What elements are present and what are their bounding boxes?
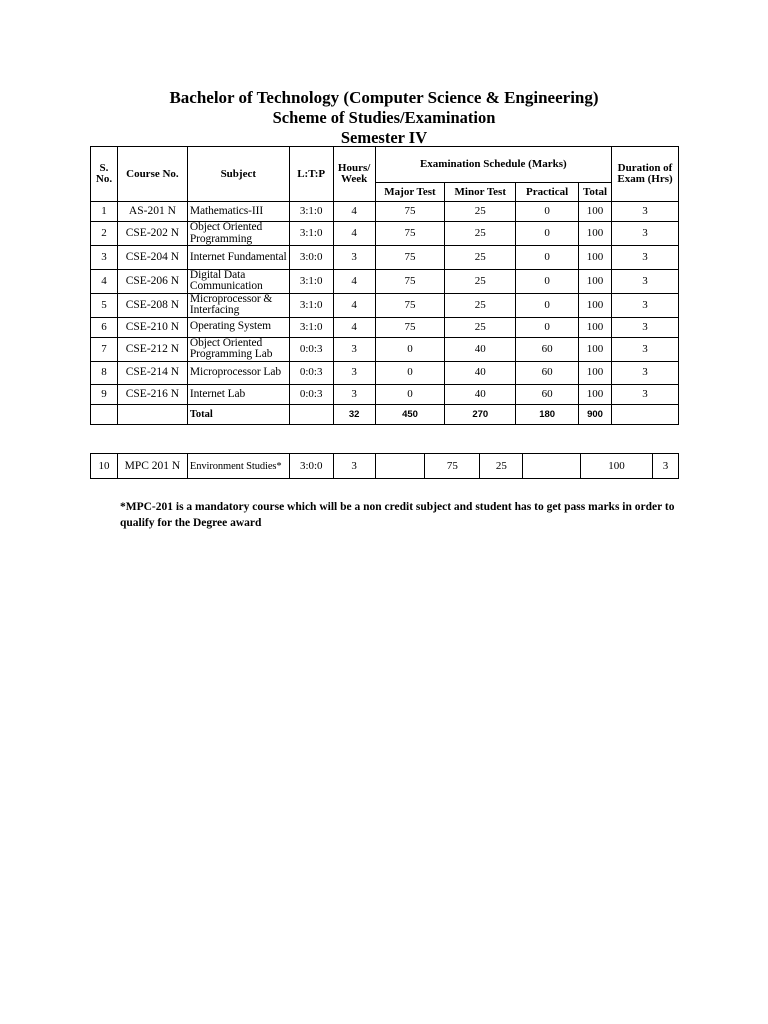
extra-cell-6: 3 bbox=[652, 454, 678, 479]
cell-hours: 4 bbox=[333, 222, 375, 246]
totals-minor: 270 bbox=[445, 405, 516, 425]
totals-major: 450 bbox=[375, 405, 445, 425]
cell-hours: 3 bbox=[333, 361, 375, 385]
cell-duration: 3 bbox=[612, 222, 679, 246]
totals-total: 900 bbox=[579, 405, 612, 425]
cell-practical: 60 bbox=[516, 361, 579, 385]
cell-ltp: 3:1:0 bbox=[289, 202, 333, 222]
cell-minor: 25 bbox=[445, 269, 516, 293]
cell-subject: Microprocessor Lab bbox=[187, 361, 289, 385]
cell-practical: 0 bbox=[516, 317, 579, 337]
cell-practical: 0 bbox=[516, 246, 579, 270]
table-row bbox=[91, 269, 679, 293]
cell-course: CSE-214 N bbox=[117, 361, 187, 385]
cell-subject: Internet Fundamental bbox=[187, 246, 289, 270]
cell-ltp: 0:0:3 bbox=[289, 361, 333, 385]
extra-course-row bbox=[91, 454, 679, 479]
title-scheme: Scheme of Studies/Examination bbox=[272, 108, 496, 127]
extra-sno: 10 bbox=[91, 454, 118, 479]
cell-hours: 4 bbox=[333, 293, 375, 317]
cell-minor: 40 bbox=[445, 361, 516, 385]
cell-duration: 3 bbox=[612, 385, 679, 405]
totals-empty-course bbox=[117, 405, 187, 425]
extra-cell-5: 100 bbox=[581, 454, 653, 479]
extra-course-no: MPC 201 N bbox=[117, 454, 187, 479]
cell-subject: Mathematics-III bbox=[187, 202, 289, 222]
cell-hours: 4 bbox=[333, 269, 375, 293]
cell-ltp: 0:0:3 bbox=[289, 337, 333, 361]
cell-ltp: 3:1:0 bbox=[289, 317, 333, 337]
cell-total: 100 bbox=[579, 317, 612, 337]
cell-minor: 25 bbox=[445, 222, 516, 246]
cell-practical: 0 bbox=[516, 222, 579, 246]
title-semester: Semester IV bbox=[340, 128, 428, 147]
cell-duration: 3 bbox=[612, 361, 679, 385]
cell-major: 75 bbox=[375, 293, 445, 317]
cell-practical: 0 bbox=[516, 202, 579, 222]
cell-duration: 3 bbox=[612, 337, 679, 361]
table-row bbox=[91, 337, 679, 361]
cell-minor: 25 bbox=[445, 317, 516, 337]
cell-total: 100 bbox=[579, 293, 612, 317]
cell-minor: 25 bbox=[445, 246, 516, 270]
cell-course: CSE-212 N bbox=[117, 337, 187, 361]
cell-sno: 4 bbox=[91, 269, 118, 293]
cell-major: 0 bbox=[375, 361, 445, 385]
title-degree: Bachelor of Technology (Computer Science & Engineering) bbox=[169, 88, 599, 107]
cell-course: CSE-206 N bbox=[117, 269, 187, 293]
cell-total: 100 bbox=[579, 337, 612, 361]
cell-minor: 40 bbox=[445, 337, 516, 361]
header-practical: Practical bbox=[516, 183, 579, 202]
cell-major: 75 bbox=[375, 222, 445, 246]
cell-course: CSE-204 N bbox=[117, 246, 187, 270]
cell-hours: 3 bbox=[333, 337, 375, 361]
cell-minor: 25 bbox=[445, 293, 516, 317]
header-exam-schedule: Examination Schedule (Marks) bbox=[375, 147, 611, 183]
extra-subject: Environment Studies* bbox=[187, 454, 289, 479]
cell-ltp: 3:1:0 bbox=[289, 293, 333, 317]
cell-sno: 9 bbox=[91, 385, 118, 405]
cell-hours: 4 bbox=[333, 317, 375, 337]
cell-ltp: 3:0:0 bbox=[289, 246, 333, 270]
cell-sno: 1 bbox=[91, 202, 118, 222]
totals-empty-duration bbox=[612, 405, 679, 425]
totals-empty-sno bbox=[91, 405, 118, 425]
header-minor: Minor Test bbox=[445, 183, 516, 202]
table-row bbox=[91, 317, 679, 337]
cell-duration: 3 bbox=[612, 269, 679, 293]
extra-cell-4 bbox=[523, 454, 581, 479]
totals-hours: 32 bbox=[333, 405, 375, 425]
cell-total: 100 bbox=[579, 269, 612, 293]
cell-minor: 25 bbox=[445, 202, 516, 222]
table-row bbox=[91, 202, 679, 222]
table-row bbox=[91, 361, 679, 385]
cell-minor: 40 bbox=[445, 385, 516, 405]
cell-sno: 5 bbox=[91, 293, 118, 317]
cell-subject: Digital Data Communication bbox=[187, 269, 289, 293]
header-ltp: L:T:P bbox=[289, 147, 333, 202]
cell-subject: Object Oriented Programming Lab bbox=[187, 337, 289, 361]
scheme-table bbox=[90, 146, 679, 425]
cell-subject: Internet Lab bbox=[187, 385, 289, 405]
cell-ltp: 3:1:0 bbox=[289, 269, 333, 293]
cell-sno: 6 bbox=[91, 317, 118, 337]
cell-course: CSE-210 N bbox=[117, 317, 187, 337]
cell-major: 0 bbox=[375, 337, 445, 361]
extra-cell-2: 75 bbox=[425, 454, 480, 479]
cell-practical: 0 bbox=[516, 293, 579, 317]
cell-course: CSE-202 N bbox=[117, 222, 187, 246]
cell-sno: 2 bbox=[91, 222, 118, 246]
cell-practical: 60 bbox=[516, 385, 579, 405]
totals-empty-ltp bbox=[289, 405, 333, 425]
cell-practical: 60 bbox=[516, 337, 579, 361]
cell-course: CSE-208 N bbox=[117, 293, 187, 317]
cell-hours: 3 bbox=[333, 246, 375, 270]
cell-duration: 3 bbox=[612, 293, 679, 317]
extra-course-table bbox=[90, 453, 679, 479]
cell-total: 100 bbox=[579, 385, 612, 405]
header-duration: Duration of Exam (Hrs) bbox=[612, 147, 679, 202]
cell-subject: Microprocessor & Interfacing bbox=[187, 293, 289, 317]
cell-duration: 3 bbox=[612, 246, 679, 270]
cell-sno: 7 bbox=[91, 337, 118, 361]
cell-duration: 3 bbox=[612, 317, 679, 337]
header-major: Major Test bbox=[375, 183, 445, 202]
cell-total: 100 bbox=[579, 222, 612, 246]
cell-course: CSE-216 N bbox=[117, 385, 187, 405]
cell-sno: 8 bbox=[91, 361, 118, 385]
header-sno: S. No. bbox=[91, 147, 118, 202]
cell-course: AS-201 N bbox=[117, 202, 187, 222]
table-row bbox=[91, 246, 679, 270]
totals-label: Total bbox=[187, 405, 289, 425]
table-row bbox=[91, 222, 679, 246]
cell-subject: Operating System bbox=[187, 317, 289, 337]
header-total: Total bbox=[579, 183, 612, 202]
document-title bbox=[0, 88, 768, 148]
cell-hours: 4 bbox=[333, 202, 375, 222]
cell-major: 75 bbox=[375, 269, 445, 293]
cell-major: 75 bbox=[375, 202, 445, 222]
table-row bbox=[91, 385, 679, 405]
cell-subject: Object Oriented Programming bbox=[187, 222, 289, 246]
cell-major: 75 bbox=[375, 317, 445, 337]
cell-duration: 3 bbox=[612, 202, 679, 222]
table-row bbox=[91, 293, 679, 317]
totals-practical: 180 bbox=[516, 405, 579, 425]
cell-sno: 3 bbox=[91, 246, 118, 270]
header-course-no: Course No. bbox=[117, 147, 187, 202]
cell-total: 100 bbox=[579, 246, 612, 270]
cell-hours: 3 bbox=[333, 385, 375, 405]
cell-ltp: 0:0:3 bbox=[289, 385, 333, 405]
footnote: *MPC-201 is a mandatory course which will be a non credit subject and student has to get pass marks in order to qualify for the Degree award bbox=[120, 501, 675, 529]
cell-major: 0 bbox=[375, 385, 445, 405]
header-subject: Subject bbox=[187, 147, 289, 202]
totals-row bbox=[91, 405, 679, 425]
cell-practical: 0 bbox=[516, 269, 579, 293]
extra-hours: 3 bbox=[333, 454, 375, 479]
header-hours: Hours/ Week bbox=[333, 147, 375, 202]
cell-total: 100 bbox=[579, 361, 612, 385]
extra-ltp: 3:0:0 bbox=[289, 454, 333, 479]
cell-major: 75 bbox=[375, 246, 445, 270]
extra-cell-1 bbox=[375, 454, 425, 479]
cell-total: 100 bbox=[579, 202, 612, 222]
extra-cell-3: 25 bbox=[480, 454, 523, 479]
cell-ltp: 3:1:0 bbox=[289, 222, 333, 246]
